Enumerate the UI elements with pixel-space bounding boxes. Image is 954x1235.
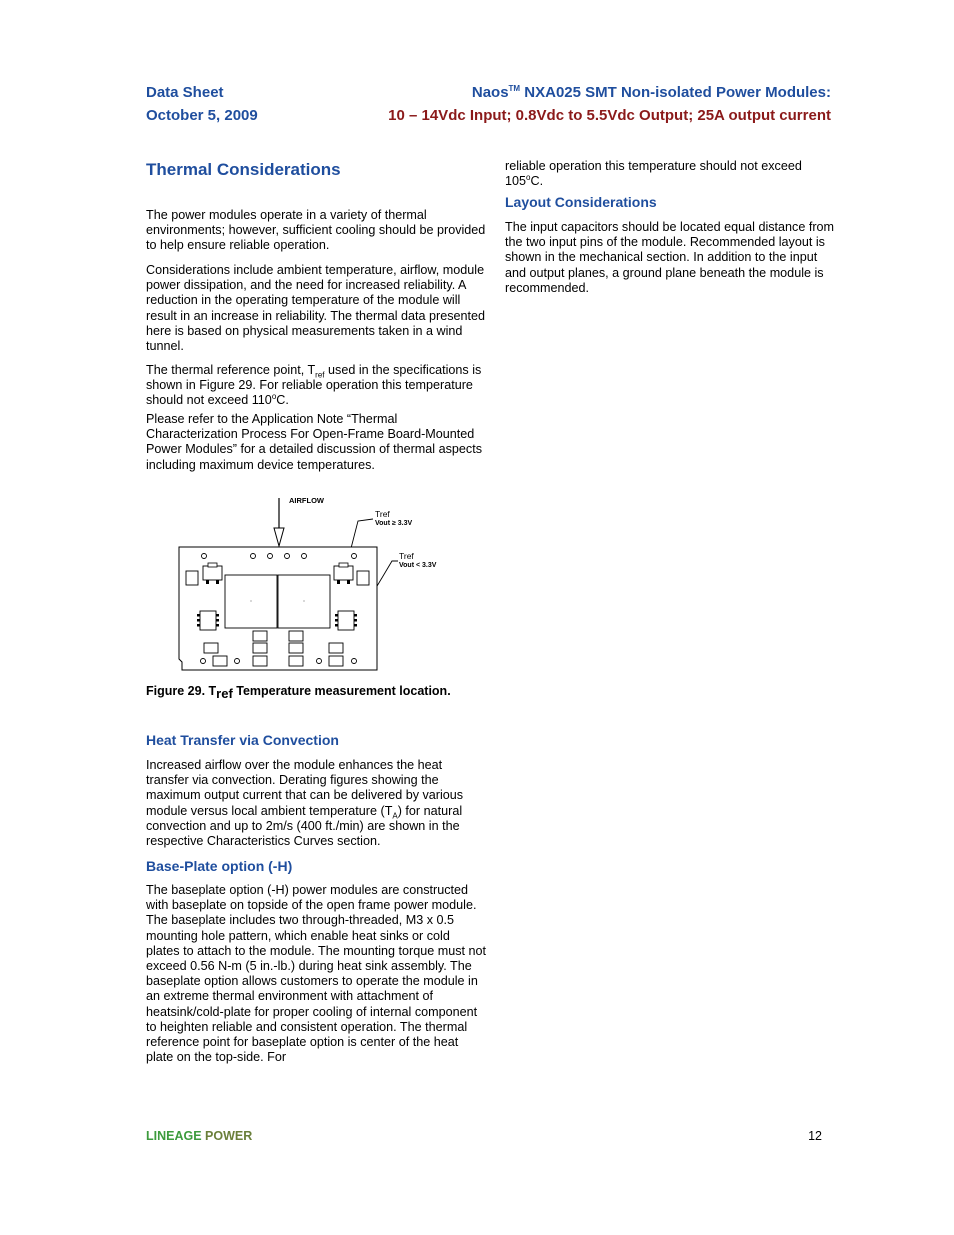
- cont-text-a: reliable operation this temperature should not exceed 105: [505, 159, 802, 189]
- thermal-heading: Thermal Considerations: [146, 160, 341, 179]
- tref-condition-1: Vout ≥ 3.3V: [375, 520, 413, 527]
- layout-paragraph: The input capacitors should be located equal distance from the two input pins of the module. Recommended layout is shown in the mechanical section. In addition to the input and output planes, a ground plane beneath the module is recommended.: [505, 220, 835, 295]
- cont-sup: o: [526, 173, 531, 183]
- caption-sub: ref: [216, 686, 233, 701]
- product-subtitle: 10 – 14Vdc Input; 0.8Vdc to 5.5Vdc Output; 25A output current: [388, 107, 831, 124]
- baseplate-heading: Base-Plate option (-H): [146, 858, 293, 874]
- doc-type: Data Sheet: [146, 84, 224, 101]
- tref-label-1: Tref: [375, 509, 390, 519]
- thermal-paragraph-4: Please refer to the Application Note “Thermal Characterization Process For Open-Frame Board-Mounted Power Modules” for a detailed discussion of thermal aspects including maximum device temperatures.: [146, 412, 482, 472]
- airflow-arrow-head: [274, 528, 284, 546]
- thermal-reference-figure: [170, 490, 470, 680]
- brand-lineage: LINEAGE: [146, 1129, 202, 1143]
- baseplate-paragraph: The baseplate option (-H) power modules are constructed with baseplate on topside of the open frame power module. The baseplate includes two through-threaded, M3 x 0.5 mounting hole pattern, which enable heat sinks or cold plates to attach to the module. The mounting torque must not exceed 0.56 N-m (5 in.-lb.) during heat sink assembly. The baseplate option allows customers to operate the module in an extreme thermal environment with attachment of heatsink/cold-plate for proper cooling of internal component to heighten reliable and consistent operation. The thermal reference point for baseplate option is center of the heat plate on the top-side. For: [146, 883, 487, 1065]
- doc-date: October 5, 2009: [146, 107, 258, 124]
- footer-brand: [146, 1129, 252, 1143]
- airflow-label: AIRFLOW: [289, 496, 324, 505]
- caption-text-b: Temperature measurement location.: [232, 684, 451, 698]
- ic-left: [197, 611, 219, 630]
- p3-sub: ref: [315, 370, 325, 380]
- thermal-paragraph-1: The power modules operate in a variety of thermal environments; however, sufficient cooling should be provided to help ensure reliable operation.: [146, 208, 486, 253]
- p3-text-a: The thermal reference point, T: [146, 363, 316, 377]
- heat-sub: A: [392, 811, 398, 821]
- cont-text-b: C.: [530, 174, 544, 189]
- layout-heading: Layout Considerations: [505, 194, 657, 210]
- tref-condition-2: Vout < 3.3V: [399, 562, 437, 569]
- p3-text-c: C.: [276, 393, 289, 408]
- p3-sup: o: [271, 392, 277, 402]
- tref-label-2: Tref: [399, 551, 414, 561]
- ic-right: [335, 611, 357, 630]
- baseplate-continued: [505, 159, 837, 189]
- page-number: 12: [808, 1129, 822, 1143]
- figure-caption: [146, 683, 451, 701]
- heat-transfer-paragraph: [146, 758, 486, 849]
- brand-power: POWER: [201, 1129, 253, 1143]
- thermal-paragraph-3: [146, 363, 486, 409]
- product-title-text: NXA025 SMT Non-isolated Power Modules:: [520, 84, 831, 101]
- thermal-paragraph-2: Considerations include ambient temperature, airflow, module power dissipation, and the need for increased reliability. A reduction in the operating temperature of the module will result in an increase in reliability. The thermal data presented here is based on physical measurements taken in a wind tunnel.: [146, 263, 486, 354]
- caption-text-a: Figure 29. T: [146, 684, 217, 698]
- heat-transfer-heading: Heat Transfer via Convection: [146, 732, 339, 748]
- product-title: [472, 84, 831, 101]
- heat-text-a: Increased airflow over the module enhances the heat transfer via convection. Derating figures showing the maximum output current that can be delivered by various module versus local ambient temperature (T: [146, 758, 464, 818]
- heat-text-b: ) for natural convection and up to 2m/s (400 ft./min) are shown in the respective Characteristics Curves section.: [146, 803, 463, 849]
- p3-text-b: used in the specifications is shown in Figure 29. For reliable operation this temperature should not exceed 110: [146, 363, 482, 408]
- trademark: TM: [508, 84, 521, 93]
- product-prefix: Naos: [471, 84, 509, 101]
